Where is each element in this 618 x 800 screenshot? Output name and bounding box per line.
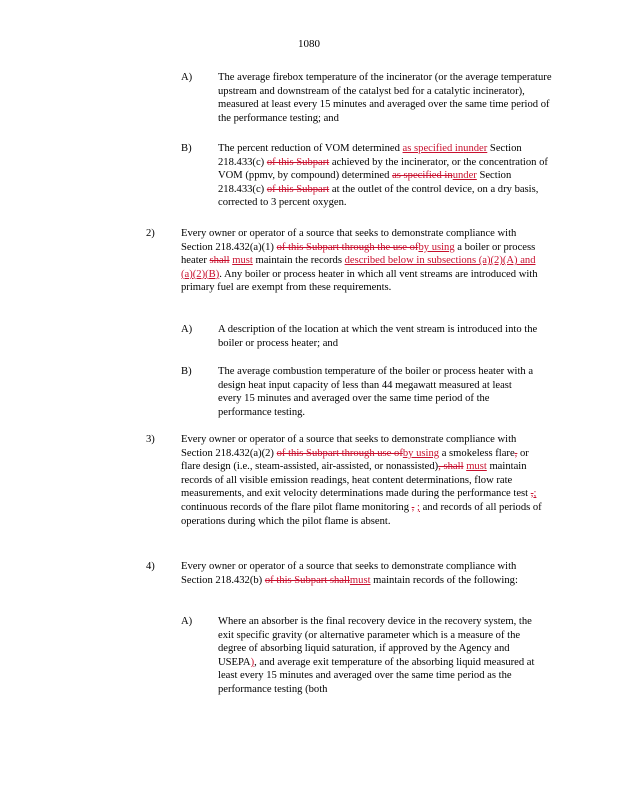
item-text xyxy=(181,560,547,587)
item-text: A description of the location at which the vent stream is introduced into the boiler or process heater; and xyxy=(218,324,538,349)
item-text xyxy=(218,142,552,210)
text-run: Section 218.433(c) xyxy=(218,170,512,195)
text-run: The percent reduction of VOM determined xyxy=(218,143,403,154)
text-run: . Any boiler or process heater in which all vent streams are introduced with primary fuel are exempt from these requirements. xyxy=(181,268,538,294)
item-label: 4) xyxy=(146,561,155,572)
inserted-text: as specified in xyxy=(402,143,464,154)
deleted-text: as specified in xyxy=(392,170,453,182)
deleted-text: , xyxy=(411,501,415,513)
inserted-text: ; xyxy=(416,501,420,513)
inserted-text: by using xyxy=(418,241,455,253)
item-label: A) xyxy=(181,616,193,627)
text-run: Every owner or operator of a source that seeks to demonstrate compliance with Section 218.432(b) xyxy=(181,561,517,586)
deleted-text: of this Subpart through use of xyxy=(276,447,403,459)
text-run: at the outlet of the control device, on a dry basis, corrected to 3 percent oxygen. xyxy=(218,183,539,209)
inserted-text: ; xyxy=(533,488,537,500)
text-run: or flare design (i.e., steam-assisted, air-assisted, or nonassisted) xyxy=(181,447,529,473)
item-label: 3) xyxy=(146,434,155,445)
deleted-text: under xyxy=(463,143,488,154)
item-label: A) xyxy=(181,72,193,83)
text-run: and records of all periods of operations during which the pilot flame is absent. xyxy=(181,501,542,527)
text-run: , and average exit temperature of the absorbing liquid measured at least every 15 minutes and averaged over the same time period as the performance testing (both xyxy=(218,656,535,695)
text-run: Every owner or operator of a source that seeks to demonstrate compliance with Section 218.432(a)(1) xyxy=(181,228,517,253)
item-label: B) xyxy=(181,143,192,154)
item-label: A) xyxy=(181,324,193,335)
item-text: The average firebox temperature of the incinerator (or the average temperature upstream and downstream of the catalyst bed for a catalytic incinerator), measured at least every 15 minutes and averaged over the same time period of the performance testing; and xyxy=(218,72,552,124)
text-run: a smokeless flare xyxy=(439,447,515,459)
text-run: achieved by the incinerator, or the concentration of VOM (ppmv, by compound) determined xyxy=(218,156,548,182)
inserted-text: ) xyxy=(250,656,255,668)
item-text: The average combustion temperature of the boiler or process heater with a design heat input capacity of less than 44 megawatt measured at least every 15 minutes and averaged over the same time period of the performance testing. xyxy=(218,366,534,418)
item-text xyxy=(181,433,547,528)
deleted-text: , shall xyxy=(438,461,464,473)
deleted-text: of this Subpart xyxy=(266,156,330,168)
item-label: B) xyxy=(181,366,192,377)
text-run: Every owner or operator of a source that seeks to demonstrate compliance with Section 218.432(a)(2) xyxy=(181,434,517,459)
text-run: a boiler or process heater xyxy=(181,241,536,267)
text-run: maintain records of the following: xyxy=(370,574,518,586)
inserted-text: must xyxy=(466,461,487,473)
text-run: continuous records of the flare pilot flame monitoring xyxy=(181,501,409,513)
inserted-text: must xyxy=(232,255,253,267)
text-run: maintain the records xyxy=(252,255,345,267)
inserted-text: must xyxy=(349,574,371,586)
inserted-text: under xyxy=(452,170,477,182)
deleted-text: , xyxy=(530,488,534,500)
inserted-text: by using xyxy=(402,447,440,459)
text-run: Section 218.433(c) xyxy=(218,143,522,168)
item-text xyxy=(218,615,546,697)
deleted-text: of this Subpart shall xyxy=(264,574,350,586)
item-text xyxy=(181,227,547,295)
item-label: 2) xyxy=(146,228,155,239)
page-number: 1080 xyxy=(298,38,320,50)
text-run: maintain records of all visible emission readings, heat content determinations, flow rate measurements, and exit velocity determinations made during the performance test xyxy=(181,461,529,500)
inserted-text: described below in subsections (a)(2)(A) and (a)(2)(B) xyxy=(181,255,536,280)
deleted-text: of this Subpart xyxy=(266,183,330,195)
text-run: Where an absorber is the final recovery device in the recovery system, the exit specific gravity (or alternative parameter which is a measure of the degree of absorbing liquid saturation, if approved by the Agency and USEPA xyxy=(218,616,532,668)
deleted-text: shall xyxy=(209,255,230,267)
deleted-text: of this Subpart through the use of xyxy=(276,241,419,253)
deleted-text: , xyxy=(514,447,518,459)
